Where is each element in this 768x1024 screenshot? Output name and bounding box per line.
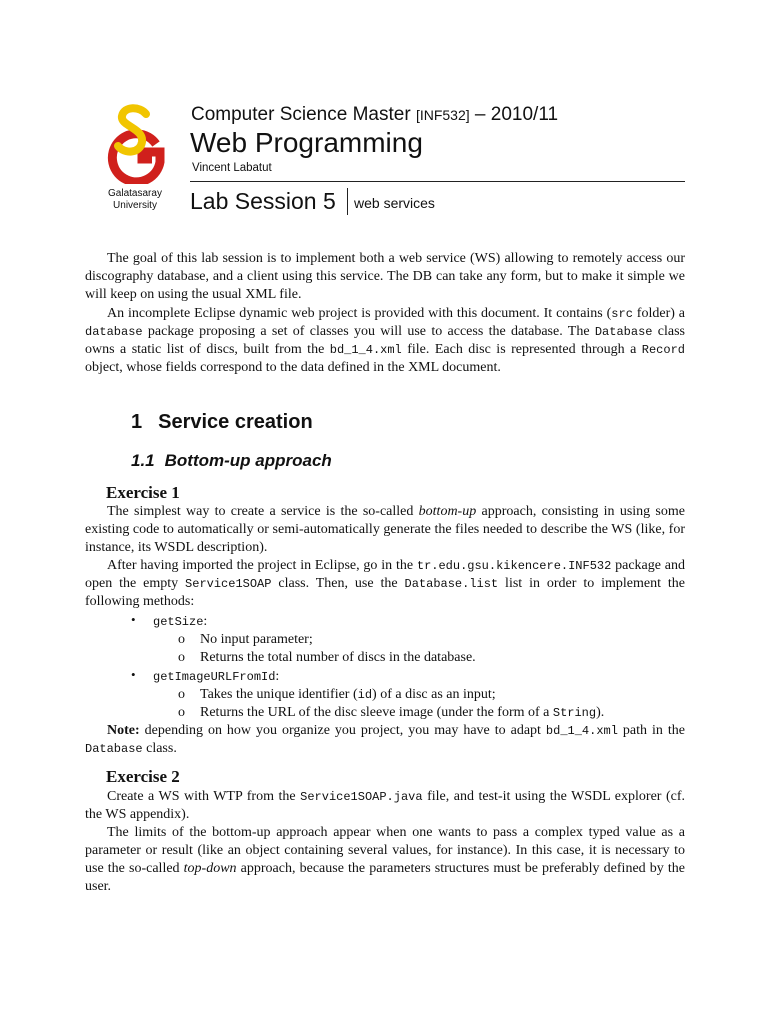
getimageurl-item-1: Takes the unique identifier (id) of a disc as an input;	[200, 687, 496, 702]
course-code: [INF532]	[415, 107, 470, 123]
exercise-1-paragraph-1: The simplest way to create a service is the so-called bottom-up approach, consisting in using some existing code to automatically or semi-automatically generate the files needed to describe the WS (like, for instance, its WSDL description).	[85, 504, 685, 556]
code-service-java: Service1SOAP.java	[300, 790, 423, 804]
lab-session-title: Lab Session 5	[190, 188, 336, 214]
getsize-item-1: No input parameter;	[200, 632, 313, 647]
course-line	[191, 104, 558, 126]
sub-bullet-marker: o	[178, 632, 185, 647]
course-dash: –	[474, 104, 486, 125]
sub-bullet-marker: o	[178, 705, 185, 720]
code-package: tr.edu.gsu.kikencere.INF532	[416, 559, 612, 573]
course-name: Computer Science Master	[191, 104, 411, 125]
sub-bullet-marker: o	[178, 687, 185, 702]
exercise-1-heading: Exercise 1	[106, 483, 180, 502]
university-name-line1: Galatasaray	[108, 188, 162, 199]
code-database-package: database	[85, 325, 143, 340]
author-name: Vincent Labatut	[192, 162, 272, 174]
bullet-marker: •	[131, 612, 136, 627]
getsize-item-2: Returns the total number of discs in the database.	[200, 650, 476, 665]
university-name	[92, 188, 178, 212]
intro-paragraph-2: An incomplete Eclipse dynamic web project is provided with this document. It contains (src folder) a database package proposing a set of classes you will use to access the database. The Database class owns a static list of discs, built from the bd_1_4.xml file. Each disc is represented through a Record object, whose fields correspond to the data defined in the XML document.	[85, 306, 685, 376]
header-rule	[190, 181, 685, 182]
code-database-class: Database	[594, 325, 653, 340]
code-src: src	[611, 307, 633, 321]
section-heading-1: 1 Service creation	[131, 411, 313, 433]
exercise-2-paragraph-2: The limits of the bottom-up approach appear when one wants to pass a complex typed value as a parameter or result (like an object containing several values, for instance). In this case, it is necessary to use the so-called top-down approach, because the parameters structures must be preferably defined by the user.	[85, 825, 686, 895]
note-label: Note:	[107, 723, 140, 738]
lab-separator	[347, 188, 348, 215]
university-logo	[100, 104, 168, 184]
exercise-1-note: Note: depending on how you organize you project, you may have to adapt bd_1_4.xml path in the Database class.	[85, 723, 685, 757]
exercise-1-paragraph-2: After having imported the project in Eclipse, go in the tr.edu.gsu.kikencere.INF532 package and open the empty Service1SOAP class. Then, use the Database.list list in order to implement the following methods:	[85, 558, 686, 610]
subsection-heading-1-1: 1.1 Bottom-up approach	[131, 451, 332, 470]
code-database-list: Database.list	[404, 577, 499, 592]
intro-paragraph-1: The goal of this lab session is to implement both a web service (WS) allowing to remotely access our discography database, and a client using this service. The DB can take any form, but to make it simple we will keep on using the usual XML file.	[85, 251, 685, 303]
lab-topic: web services	[354, 195, 435, 211]
code-record: Record	[641, 343, 685, 358]
sub-bullet-marker: o	[178, 650, 185, 665]
course-year: 2010/11	[490, 104, 559, 125]
exercise-2-paragraph-1: Create a WS with WTP from the Service1SOAP.java file, and test-it using the WSDL explorer (cf. the WS appendix).	[85, 789, 686, 823]
bullet-marker: •	[131, 667, 136, 682]
document-title: Web Programming	[190, 127, 423, 158]
exercise-2-heading: Exercise 2	[106, 767, 180, 786]
code-service-class: Service1SOAP	[185, 577, 272, 592]
code-xml-file: bd_1_4.xml	[329, 343, 402, 358]
university-name-line2: University	[113, 200, 157, 211]
getimageurl-item-2: Returns the URL of the disc sleeve image (under the form of a String).	[200, 705, 605, 720]
method-getimageurlfromid: getImageURLFromId:	[153, 669, 280, 684]
method-getsize: getSize:	[153, 614, 208, 629]
